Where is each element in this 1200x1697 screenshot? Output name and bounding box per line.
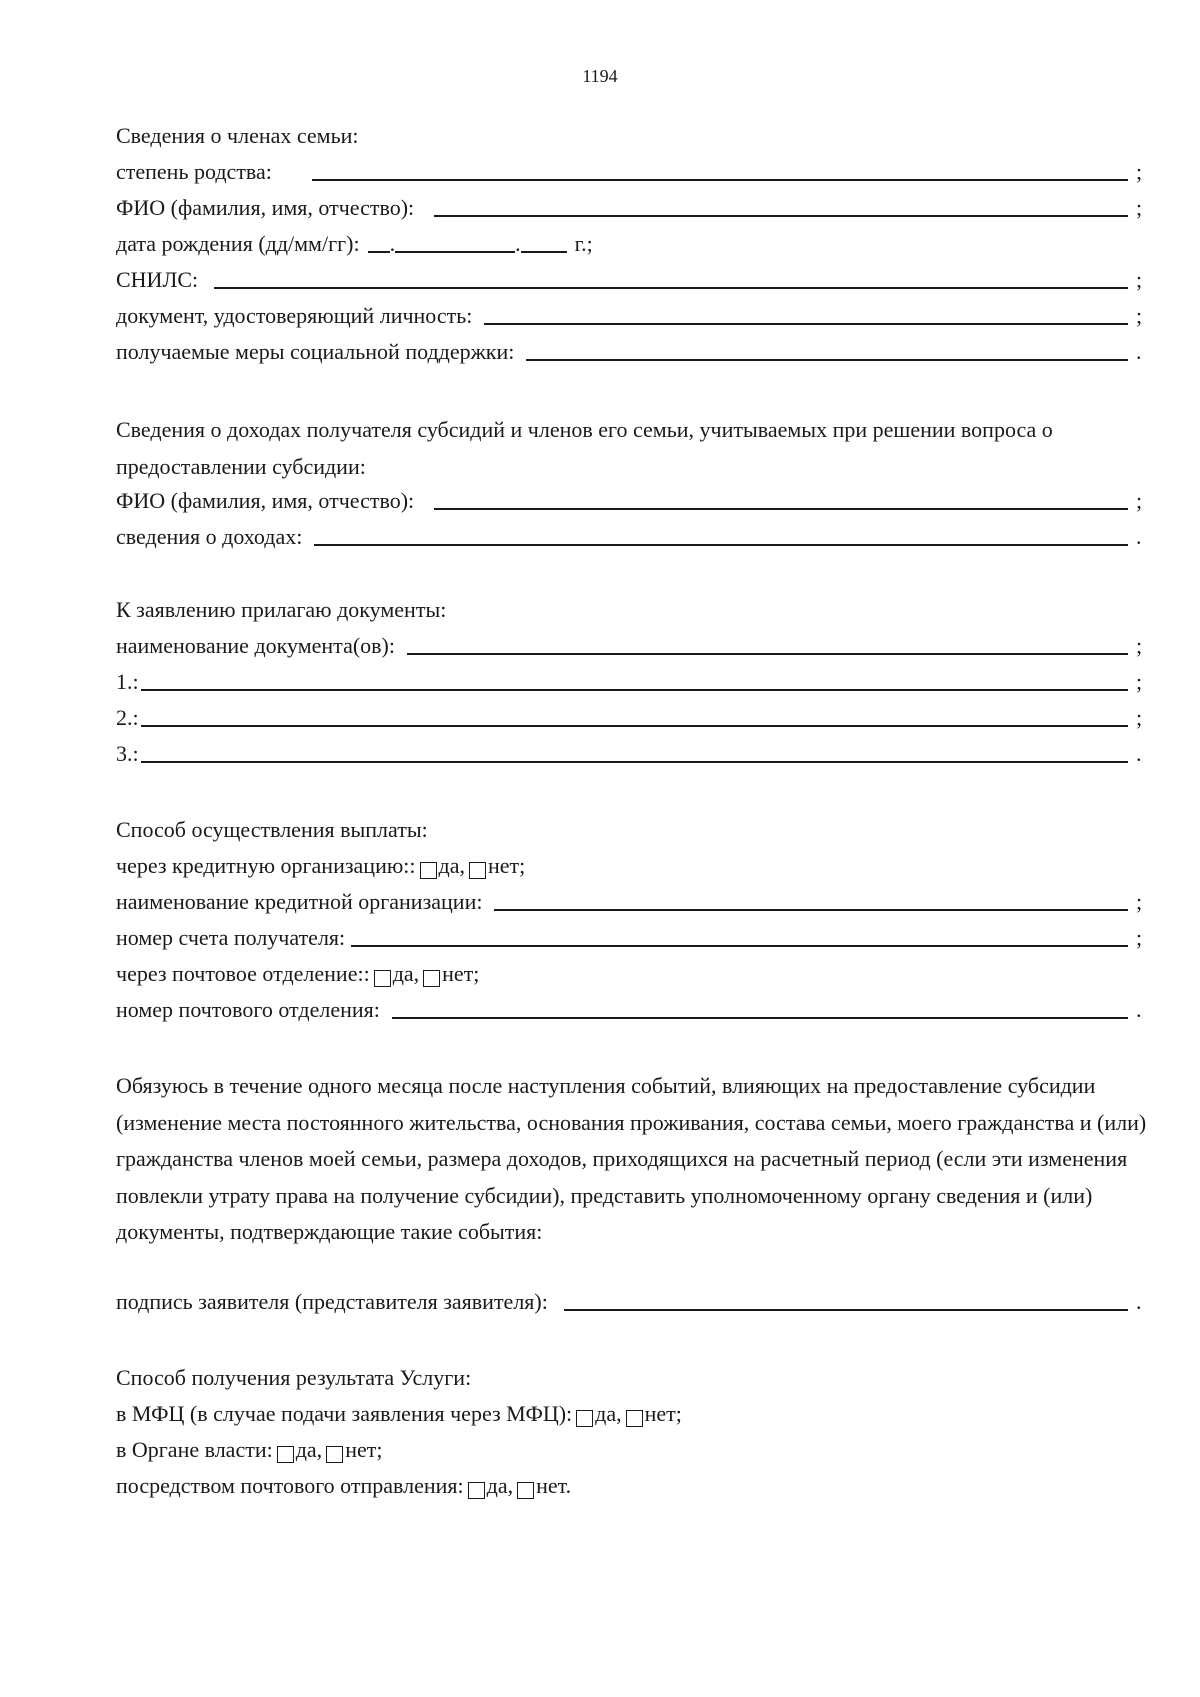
income-info-row bbox=[116, 520, 1146, 550]
post-yes-checkbox[interactable] bbox=[374, 970, 391, 987]
payment-heading: Способ осуществления выплаты: bbox=[116, 817, 428, 842]
bank-no-label: нет; bbox=[487, 853, 526, 878]
post-yes-label: да, bbox=[392, 961, 420, 986]
bank-no-checkbox[interactable] bbox=[469, 862, 486, 879]
family-fio-field[interactable] bbox=[434, 215, 1128, 217]
attachment-1-label: 1.: bbox=[116, 669, 139, 694]
attachment-2-semicolon: ; bbox=[1136, 705, 1143, 730]
post-number-period: . bbox=[1136, 997, 1142, 1022]
social-support-row bbox=[116, 335, 1146, 365]
account-number-field[interactable] bbox=[351, 945, 1128, 947]
authority-no-checkbox[interactable] bbox=[326, 1446, 343, 1463]
birth-dot-1: . bbox=[389, 231, 396, 256]
family-fio-semicolon: ; bbox=[1136, 195, 1143, 220]
bank-name-field[interactable] bbox=[494, 909, 1128, 911]
income-fio-semicolon: ; bbox=[1136, 488, 1143, 513]
result-post-no-checkbox[interactable] bbox=[517, 1482, 534, 1499]
bank-option-row bbox=[116, 849, 1146, 879]
authority-yes-checkbox[interactable] bbox=[277, 1446, 294, 1463]
account-number-semicolon: ; bbox=[1136, 925, 1143, 950]
account-number-row bbox=[116, 921, 1146, 951]
mfc-no-label: нет; bbox=[644, 1401, 682, 1426]
relation-semicolon: ; bbox=[1136, 159, 1143, 184]
attachments-heading: К заявлению прилагаю документы: bbox=[116, 597, 447, 622]
signature-field[interactable] bbox=[564, 1309, 1128, 1311]
post-number-field[interactable] bbox=[392, 1017, 1128, 1019]
income-info-field[interactable] bbox=[314, 544, 1128, 546]
payment-heading-line bbox=[116, 813, 1146, 843]
income-info-period: . bbox=[1136, 524, 1142, 549]
birth-date-label: дата рождения (дд/мм/гг): bbox=[116, 231, 360, 256]
doc-name-field[interactable] bbox=[407, 653, 1128, 655]
post-number-row bbox=[116, 993, 1146, 1023]
attachment-3-field[interactable] bbox=[141, 761, 1128, 763]
snils-field[interactable] bbox=[214, 287, 1128, 289]
birth-suffix: г.; bbox=[574, 231, 593, 256]
family-heading-line bbox=[116, 119, 1146, 149]
relation-row bbox=[116, 155, 1146, 185]
mfc-no-checkbox[interactable] bbox=[626, 1410, 643, 1427]
result-authority-label: в Органе власти: bbox=[116, 1437, 273, 1462]
birth-date-row bbox=[116, 227, 1146, 257]
snils-row bbox=[116, 263, 1146, 293]
income-fio-label: ФИО (фамилия, имя, отчество): bbox=[116, 488, 415, 513]
account-number-label: номер счета получателя: bbox=[116, 925, 346, 950]
attachment-3-period: . bbox=[1136, 741, 1142, 766]
attachment-1-semicolon: ; bbox=[1136, 669, 1143, 694]
post-no-checkbox[interactable] bbox=[423, 970, 440, 987]
social-support-field[interactable] bbox=[526, 359, 1128, 361]
bank-name-row bbox=[116, 885, 1146, 915]
attachment-2-row bbox=[116, 701, 1146, 731]
authority-yes-label: да, bbox=[295, 1437, 323, 1462]
income-fio-row bbox=[116, 484, 1146, 514]
family-fio-label: ФИО (фамилия, имя, отчество): bbox=[116, 195, 415, 220]
bank-name-label: наименование кредитной организации: bbox=[116, 889, 483, 914]
attachment-2-label: 2.: bbox=[116, 705, 139, 730]
mfc-yes-label: да, bbox=[595, 1401, 622, 1426]
post-number-label: номер почтового отделения: bbox=[116, 997, 380, 1022]
id-document-row bbox=[116, 299, 1146, 329]
result-heading-line bbox=[116, 1361, 1146, 1391]
doc-name-label: наименование документа(ов): bbox=[116, 633, 395, 658]
doc-name-row bbox=[116, 629, 1146, 659]
income-fio-field[interactable] bbox=[434, 508, 1128, 510]
result-post-yes-label: да, bbox=[486, 1473, 514, 1498]
attachment-1-row bbox=[116, 665, 1146, 695]
income-heading: Сведения о доходах получателя субсидий и членов его семьи, учитываемых при решении вопроса о предоставлении субсидии: bbox=[116, 417, 1053, 479]
social-support-label: получаемые меры социальной поддержки: bbox=[116, 339, 515, 364]
doc-name-semicolon: ; bbox=[1136, 633, 1143, 658]
bank-name-semicolon: ; bbox=[1136, 889, 1143, 914]
id-document-label: документ, удостоверяющий личность: bbox=[116, 303, 473, 328]
result-post-row bbox=[116, 1469, 1146, 1499]
snils-semicolon: ; bbox=[1136, 267, 1143, 292]
bank-yes-checkbox[interactable] bbox=[420, 862, 437, 879]
signature-label: подпись заявителя (представителя заявителя): bbox=[116, 1289, 548, 1314]
snils-label: СНИЛС: bbox=[116, 267, 199, 292]
result-post-no-label: нет. bbox=[536, 1473, 572, 1498]
result-post-label: посредством почтового отправления: bbox=[116, 1473, 464, 1498]
relation-label: степень родства: bbox=[116, 159, 272, 184]
relation-field[interactable] bbox=[312, 179, 1128, 181]
post-option-label: через почтовое отделение:: bbox=[116, 961, 370, 986]
attachment-3-label: 3.: bbox=[116, 741, 139, 766]
birth-year-field[interactable] bbox=[521, 251, 567, 253]
post-no-label: нет; bbox=[442, 961, 480, 986]
birth-dot-2: . bbox=[515, 231, 521, 256]
result-heading: Способ получения результата Услуги: bbox=[116, 1365, 472, 1390]
bank-option-label: через кредитную организацию:: bbox=[116, 853, 416, 878]
family-fio-row bbox=[116, 191, 1146, 221]
page-number: 1194 bbox=[582, 66, 618, 86]
social-support-period: . bbox=[1136, 339, 1142, 364]
attachments-heading-line bbox=[116, 593, 1146, 623]
mfc-yes-checkbox[interactable] bbox=[576, 1410, 593, 1427]
birth-month-field[interactable] bbox=[395, 251, 515, 253]
signature-row bbox=[116, 1285, 1146, 1315]
id-document-semicolon: ; bbox=[1136, 303, 1143, 328]
result-mfc-label: в МФЦ (в случае подачи заявления через МФЦ): bbox=[116, 1401, 573, 1426]
post-option-row bbox=[116, 957, 1146, 987]
income-info-label: сведения о доходах: bbox=[116, 524, 303, 549]
family-heading: Сведения о членах семьи: bbox=[116, 123, 359, 148]
result-mfc-row bbox=[116, 1397, 1146, 1427]
authority-no-label: нет; bbox=[345, 1437, 383, 1462]
result-authority-row bbox=[116, 1433, 1146, 1463]
signature-period: . bbox=[1136, 1289, 1142, 1314]
obligation-text: Обязуюсь в течение одного месяца после наступления событий, влияющих на предоставление субсидии (изменение места постоянного жительства, основания проживания, состава семьи, моего гражданства и (или) гражданства членов моей семьи, размера доходов, приходящихся на расчетный период (если эти изменения повлекли утрату права на получение субсидии), представить уполномоченному органу сведения и (или) документы, подтверждающие такие события: bbox=[116, 1073, 1147, 1244]
attachment-1-field[interactable] bbox=[141, 689, 1128, 691]
result-post-yes-checkbox[interactable] bbox=[468, 1482, 485, 1499]
bank-yes-label: да, bbox=[438, 853, 465, 878]
attachment-3-row bbox=[116, 737, 1146, 767]
attachment-2-field[interactable] bbox=[141, 725, 1128, 727]
id-document-field[interactable] bbox=[484, 323, 1128, 325]
birth-day-field[interactable] bbox=[368, 251, 390, 253]
